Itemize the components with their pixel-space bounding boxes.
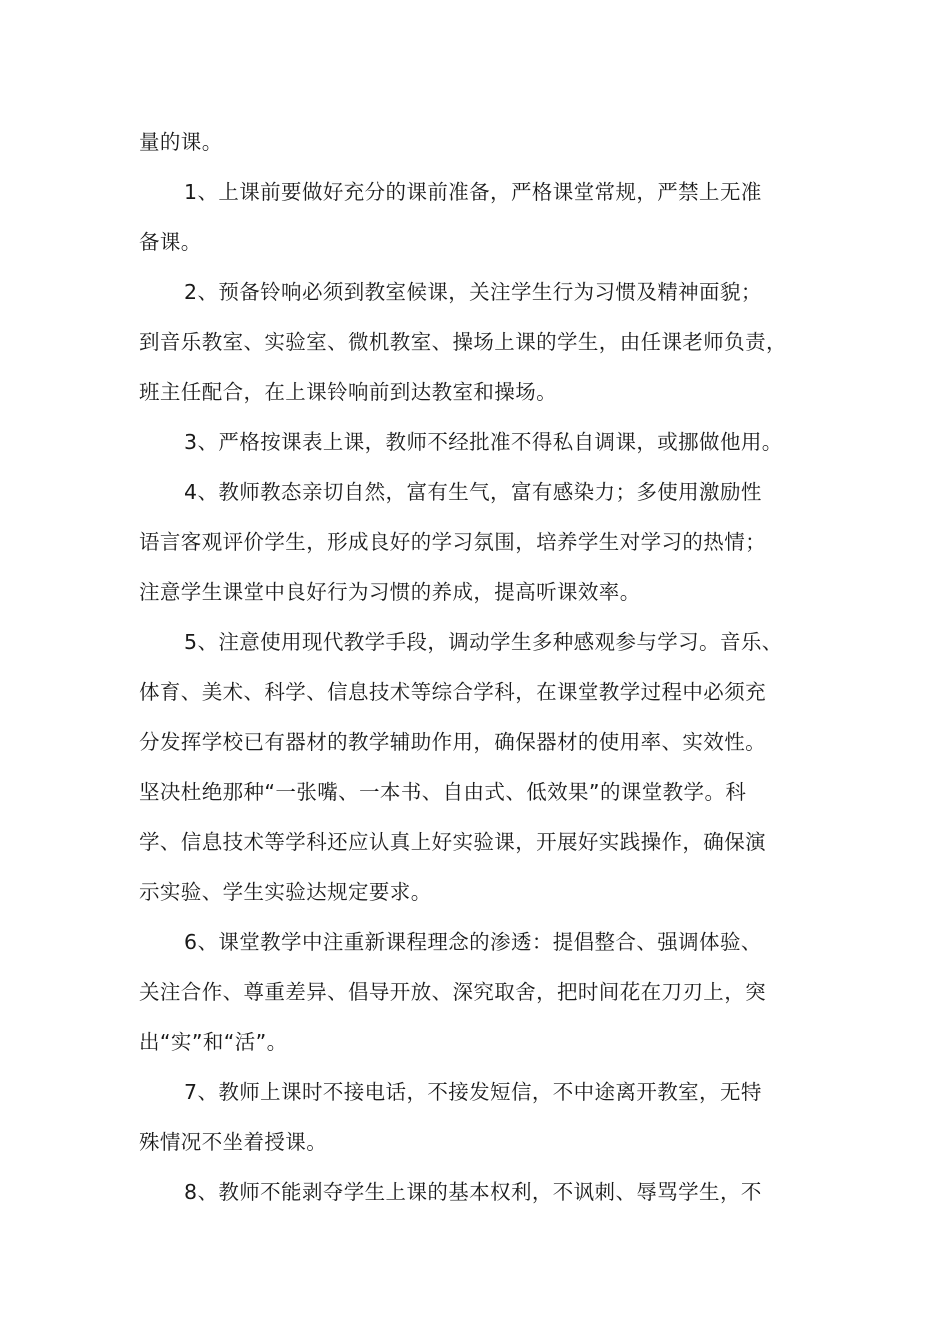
- paragraph-5-line-3: 分发挥学校已有器材的教学辅助作用，确保器材的使用率、实效性。: [139, 730, 766, 754]
- paragraph-3-line-1: 3、严格按课表上课，教师不经批准不得私自调课，或挪做他用。: [184, 430, 783, 454]
- paragraph-5-line-2: 体育、美术、科学、信息技术等综合学科，在课堂教学过程中必须充: [139, 680, 766, 704]
- paragraph-6-line-3: 出“实”和“活”。: [139, 1030, 288, 1054]
- paragraph-8-line-1: 8、教师不能剥夺学生上课的基本权利，不讽刺、辱骂学生，不: [184, 1180, 762, 1204]
- paragraph-5-line-5: 学、信息技术等学科还应认真上好实验课，开展好实践操作，确保演: [139, 830, 766, 854]
- paragraph-5-line-1: 5、注意使用现代教学手段，调动学生多种感观参与学习。音乐、: [184, 630, 783, 654]
- text-line: 量的课。: [139, 130, 223, 154]
- paragraph-5-line-4: 坚决杜绝那种“一张嘴、一本书、自由式、低效果”的课堂教学。科: [139, 780, 747, 804]
- paragraph-1-line-1: 1、上课前要做好充分的课前准备，严格课堂常规，严禁上无准: [184, 180, 762, 204]
- paragraph-4-line-2: 语言客观评价学生，形成良好的学习氛围，培养学生对学习的热情；: [139, 530, 766, 554]
- paragraph-6-line-2: 关注合作、尊重差异、倡导开放、深究取舍，把时间花在刀刃上，突: [139, 980, 766, 1004]
- paragraph-1-line-2: 备课。: [139, 230, 202, 254]
- paragraph-4-line-3: 注意学生课堂中良好行为习惯的养成，提高听课效率。: [139, 580, 641, 604]
- paragraph-6-line-1: 6、课堂教学中注重新课程理念的渗透：提倡整合、强调体验、: [184, 930, 762, 954]
- paragraph-4-line-1: 4、教师教态亲切自然，富有生气，富有感染力；多使用激励性: [184, 480, 762, 504]
- paragraph-2-line-2: 到音乐教室、实验室、微机教室、操场上课的学生，由任课老师负责，: [139, 330, 787, 354]
- paragraph-2-line-3: 班主任配合，在上课铃响前到达教室和操场。: [139, 380, 557, 404]
- paragraph-7-line-2: 殊情况不坐着授课。: [139, 1130, 328, 1154]
- paragraph-5-line-6: 示实验、学生实验达规定要求。: [139, 880, 432, 904]
- paragraph-2-line-1: 2、预备铃响必须到教室候课，关注学生行为习惯及精神面貌；: [184, 280, 762, 304]
- paragraph-7-line-1: 7、教师上课时不接电话，不接发短信，不中途离开教室，无特: [184, 1080, 762, 1104]
